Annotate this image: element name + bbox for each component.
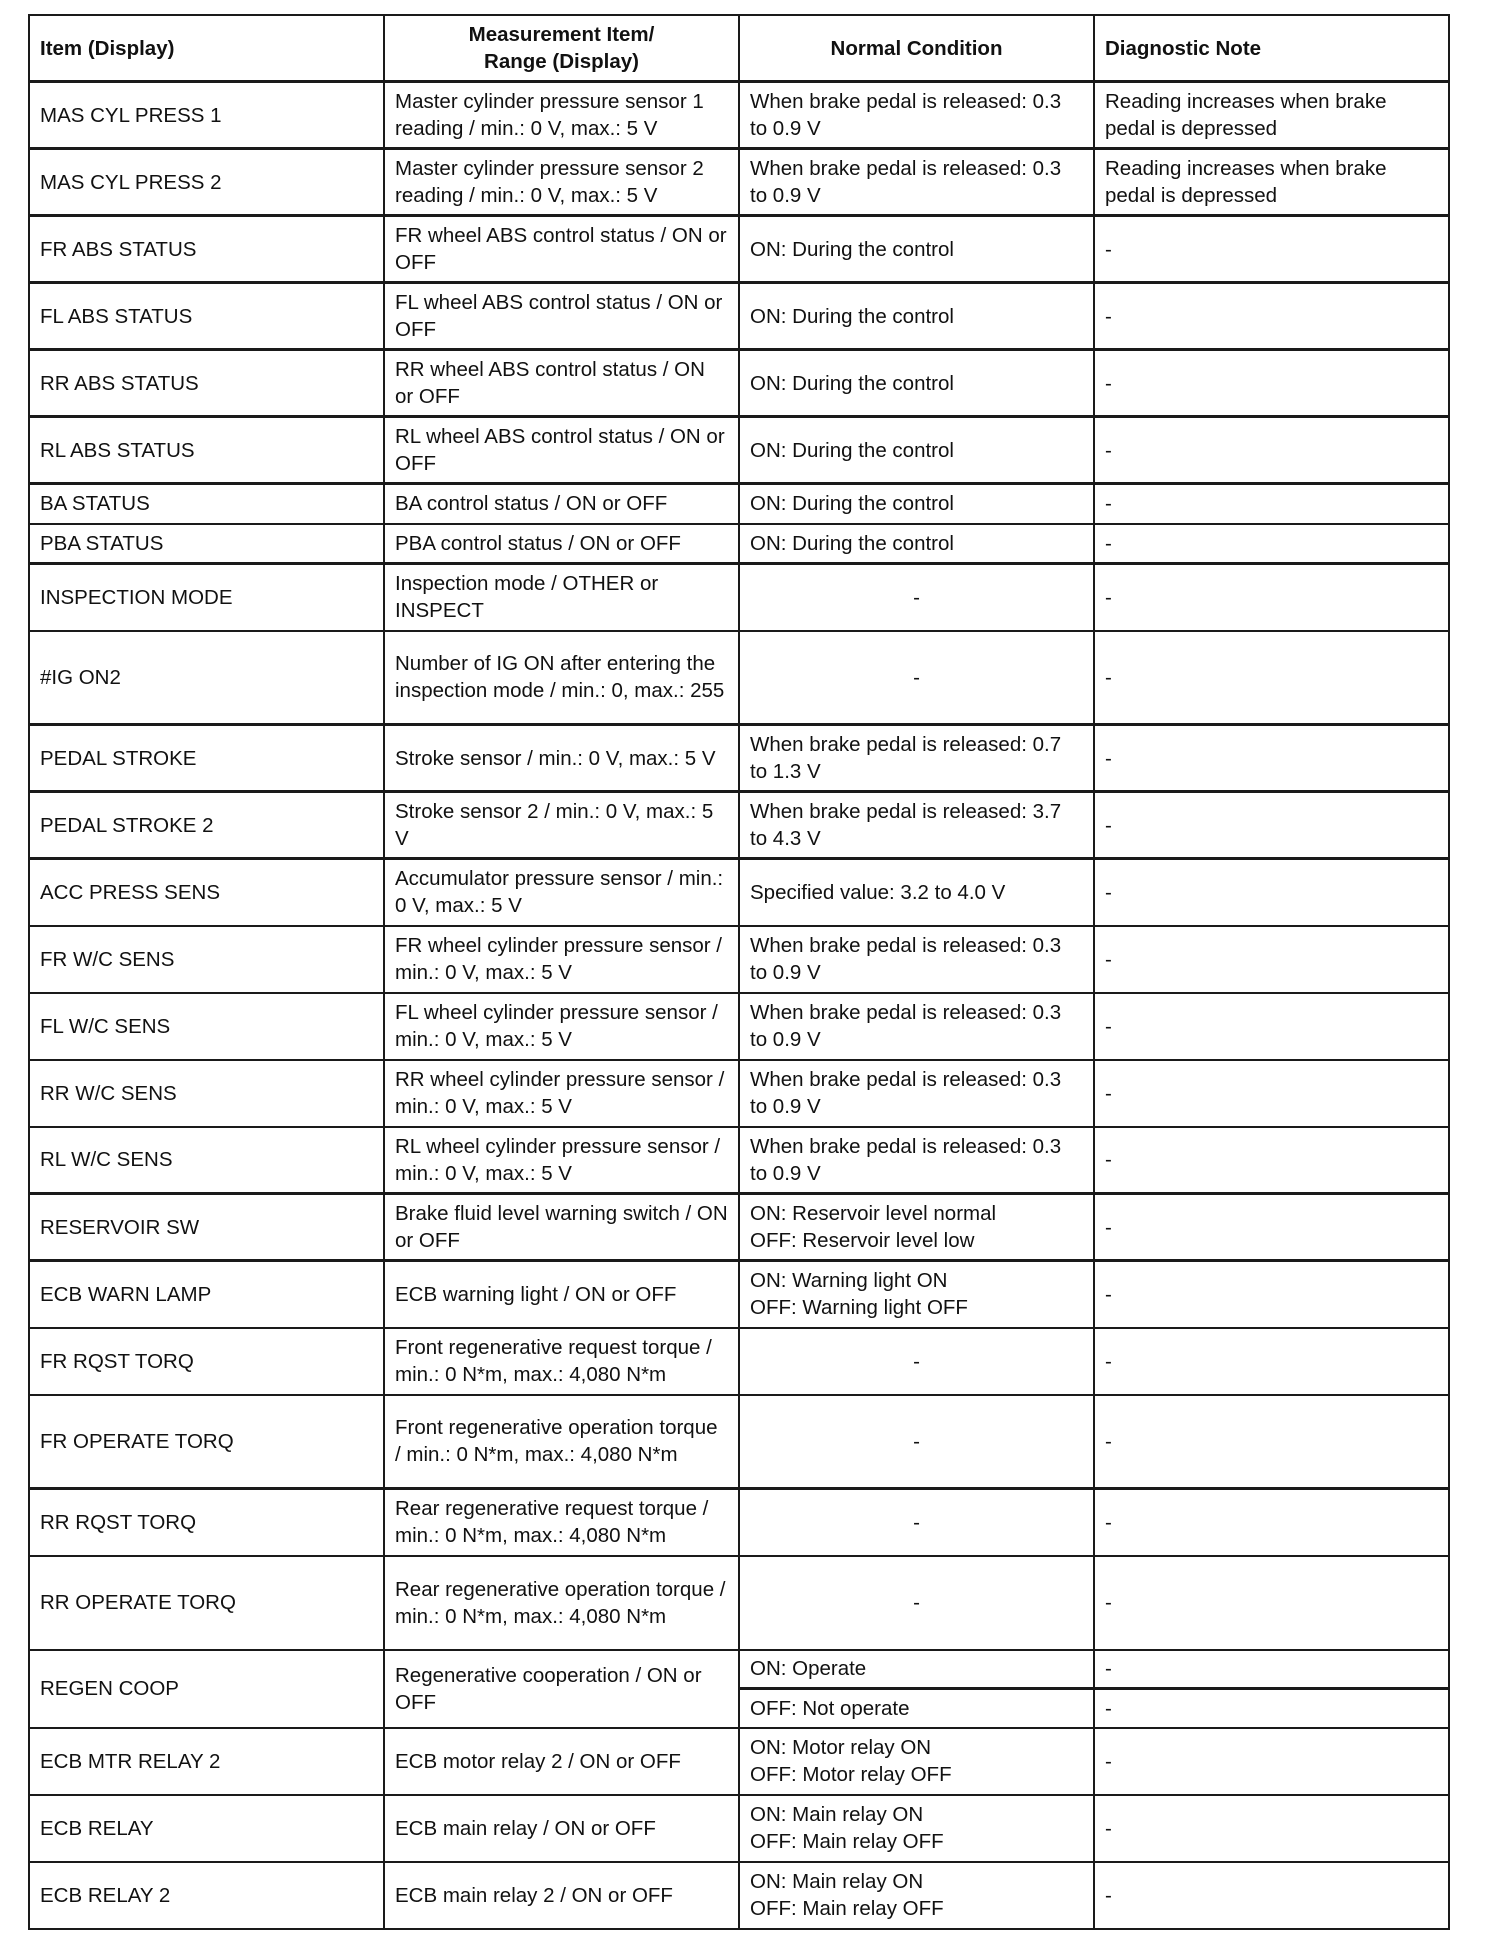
measurement-cell: ECB motor relay 2 / ON or OFF <box>384 1728 739 1795</box>
normal-condition-cell: ON: Main relay ON OFF: Main relay OFF <box>739 1795 1094 1862</box>
item-cell: FR W/C SENS <box>29 926 384 993</box>
table-row <box>29 149 1449 216</box>
data-list-sheet <box>28 14 1448 1930</box>
header-diagnostic-note: Diagnostic Note <box>1094 15 1449 82</box>
item-cell: RR RQST TORQ <box>29 1489 384 1556</box>
table-row <box>29 631 1449 725</box>
measurement-cell: Number of IG ON after entering the inspection mode / min.: 0, max.: 255 <box>384 631 739 725</box>
diagnostic-note-cell: - <box>1094 631 1449 725</box>
normal-condition-cell: ON: Main relay ON OFF: Main relay OFF <box>739 1862 1094 1929</box>
normal-condition-cell: ON: Warning light ON OFF: Warning light OFF <box>739 1261 1094 1328</box>
normal-condition-cell: When brake pedal is released: 0.3 to 0.9 V <box>739 149 1094 216</box>
diagnostic-note-cell: - <box>1094 283 1449 350</box>
item-cell: FL W/C SENS <box>29 993 384 1060</box>
normal-condition-cell: ON: During the control <box>739 283 1094 350</box>
table-row <box>29 1489 1449 1556</box>
normal-condition-cell: When brake pedal is released: 0.3 to 0.9 V <box>739 993 1094 1060</box>
item-cell: FL ABS STATUS <box>29 283 384 350</box>
item-cell: FR OPERATE TORQ <box>29 1395 384 1489</box>
table-row <box>29 1862 1449 1929</box>
item-cell: RR W/C SENS <box>29 1060 384 1127</box>
table-row <box>29 993 1449 1060</box>
table-row <box>29 1728 1449 1795</box>
normal-condition-cell: ON: During the control <box>739 417 1094 484</box>
item-cell: PBA STATUS <box>29 524 384 564</box>
item-cell: ECB MTR RELAY 2 <box>29 1728 384 1795</box>
header-measurement: Measurement Item/ Range (Display) <box>384 15 739 82</box>
normal-condition-cell: When brake pedal is released: 0.3 to 0.9 V <box>739 926 1094 993</box>
table-row <box>29 1650 1449 1689</box>
measurement-cell: FL wheel ABS control status / ON or OFF <box>384 283 739 350</box>
diagnostic-note-cell: - <box>1094 725 1449 792</box>
normal-condition-cell: ON: Operate <box>739 1650 1094 1689</box>
normal-condition-cell: ON: Motor relay ON OFF: Motor relay OFF <box>739 1728 1094 1795</box>
item-cell: RESERVOIR SW <box>29 1194 384 1261</box>
measurement-cell: Brake fluid level warning switch / ON or OFF <box>384 1194 739 1261</box>
diagnostic-note-cell: - <box>1094 792 1449 859</box>
normal-condition-cell: When brake pedal is released: 0.3 to 0.9 V <box>739 82 1094 149</box>
item-cell: MAS CYL PRESS 1 <box>29 82 384 149</box>
measurement-cell: FL wheel cylinder pressure sensor / min.: 0 V, max.: 5 V <box>384 993 739 1060</box>
table-row <box>29 1795 1449 1862</box>
table-row <box>29 926 1449 993</box>
normal-condition-cell: - <box>739 631 1094 725</box>
diagnostic-note-cell: - <box>1094 350 1449 417</box>
table-row <box>29 82 1449 149</box>
header-row <box>29 15 1449 82</box>
measurement-cell: Front regenerative request torque / min.: 0 N*m, max.: 4,080 N*m <box>384 1328 739 1395</box>
item-cell: FR RQST TORQ <box>29 1328 384 1395</box>
diagnostic-note-cell: - <box>1094 1395 1449 1489</box>
item-cell: REGEN COOP <box>29 1650 384 1728</box>
measurement-cell: Accumulator pressure sensor / min.: 0 V, max.: 5 V <box>384 859 739 926</box>
item-cell: RL W/C SENS <box>29 1127 384 1194</box>
normal-condition-cell: - <box>739 564 1094 631</box>
normal-condition-cell: When brake pedal is released: 0.7 to 1.3 V <box>739 725 1094 792</box>
measurement-cell: PBA control status / ON or OFF <box>384 524 739 564</box>
diagnostic-note-cell: - <box>1094 417 1449 484</box>
diagnostic-note-cell: - <box>1094 1261 1449 1328</box>
measurement-cell: Rear regenerative request torque / min.: 0 N*m, max.: 4,080 N*m <box>384 1489 739 1556</box>
diagnostic-note-cell: - <box>1094 1060 1449 1127</box>
item-cell: ECB WARN LAMP <box>29 1261 384 1328</box>
item-cell: BA STATUS <box>29 484 384 524</box>
diagnostic-note-cell: - <box>1094 564 1449 631</box>
item-cell: PEDAL STROKE 2 <box>29 792 384 859</box>
normal-condition-cell: ON: During the control <box>739 350 1094 417</box>
table-row <box>29 484 1449 524</box>
normal-condition-cell: - <box>739 1395 1094 1489</box>
table-row <box>29 1328 1449 1395</box>
table-row <box>29 1194 1449 1261</box>
item-cell: FR ABS STATUS <box>29 216 384 283</box>
diagnostic-note-cell: - <box>1094 1127 1449 1194</box>
item-cell: RL ABS STATUS <box>29 417 384 484</box>
diagnostic-note-cell: - <box>1094 1489 1449 1556</box>
normal-condition-cell: When brake pedal is released: 0.3 to 0.9 V <box>739 1060 1094 1127</box>
item-cell: #IG ON2 <box>29 631 384 725</box>
table-row <box>29 792 1449 859</box>
measurement-cell: Rear regenerative operation torque / min.: 0 N*m, max.: 4,080 N*m <box>384 1556 739 1650</box>
table-row <box>29 1261 1449 1328</box>
diagnostic-note-cell: - <box>1094 484 1449 524</box>
normal-condition-cell: When brake pedal is released: 3.7 to 4.3 V <box>739 792 1094 859</box>
table-row <box>29 524 1449 564</box>
measurement-cell: Master cylinder pressure sensor 1 reading / min.: 0 V, max.: 5 V <box>384 82 739 149</box>
measurement-cell: RL wheel cylinder pressure sensor / min.: 0 V, max.: 5 V <box>384 1127 739 1194</box>
measurement-cell: FR wheel cylinder pressure sensor / min.: 0 V, max.: 5 V <box>384 926 739 993</box>
table-row <box>29 1556 1449 1650</box>
item-cell: RR OPERATE TORQ <box>29 1556 384 1650</box>
item-cell: ECB RELAY 2 <box>29 1862 384 1929</box>
diagnostic-note-cell: - <box>1094 1862 1449 1929</box>
measurement-cell: ECB warning light / ON or OFF <box>384 1261 739 1328</box>
item-cell: ECB RELAY <box>29 1795 384 1862</box>
normal-condition-cell: ON: During the control <box>739 524 1094 564</box>
normal-condition-cell: - <box>739 1489 1094 1556</box>
diagnostic-note-cell: - <box>1094 1650 1449 1689</box>
diagnostic-note-cell: Reading increases when brake pedal is depressed <box>1094 149 1449 216</box>
table-row <box>29 564 1449 631</box>
measurement-cell: BA control status / ON or OFF <box>384 484 739 524</box>
diagnostic-note-cell: Reading increases when brake pedal is depressed <box>1094 82 1449 149</box>
header-item: Item (Display) <box>29 15 384 82</box>
table-row <box>29 1395 1449 1489</box>
diagnostic-note-cell: - <box>1094 524 1449 564</box>
normal-condition-cell: - <box>739 1328 1094 1395</box>
measurement-cell: Master cylinder pressure sensor 2 reading / min.: 0 V, max.: 5 V <box>384 149 739 216</box>
measurement-cell: Stroke sensor / min.: 0 V, max.: 5 V <box>384 725 739 792</box>
table-row <box>29 350 1449 417</box>
normal-condition-cell: - <box>739 1556 1094 1650</box>
header-normal-condition: Normal Condition <box>739 15 1094 82</box>
table-row <box>29 1127 1449 1194</box>
measurement-cell: Front regenerative operation torque / min.: 0 N*m, max.: 4,080 N*m <box>384 1395 739 1489</box>
item-cell: RR ABS STATUS <box>29 350 384 417</box>
item-cell: ACC PRESS SENS <box>29 859 384 926</box>
measurement-cell: RL wheel ABS control status / ON or OFF <box>384 417 739 484</box>
normal-condition-cell: When brake pedal is released: 0.3 to 0.9 V <box>739 1127 1094 1194</box>
normal-condition-cell: ON: During the control <box>739 216 1094 283</box>
normal-condition-cell: ON: Reservoir level normal OFF: Reservoir level low <box>739 1194 1094 1261</box>
measurement-cell: ECB main relay / ON or OFF <box>384 1795 739 1862</box>
diagnostic-note-cell: - <box>1094 216 1449 283</box>
diagnostic-note-cell: - <box>1094 1728 1449 1795</box>
diagnostic-note-cell: - <box>1094 926 1449 993</box>
diagnostic-note-cell: - <box>1094 1795 1449 1862</box>
diagnostic-note-cell: - <box>1094 859 1449 926</box>
diagnostic-note-cell: - <box>1094 1194 1449 1261</box>
diagnostic-note-cell: - <box>1094 1689 1449 1728</box>
measurement-cell: RR wheel ABS control status / ON or OFF <box>384 350 739 417</box>
item-cell: INSPECTION MODE <box>29 564 384 631</box>
measurement-cell: ECB main relay 2 / ON or OFF <box>384 1862 739 1929</box>
table-row <box>29 283 1449 350</box>
diagnostic-note-cell: - <box>1094 1328 1449 1395</box>
table-row <box>29 725 1449 792</box>
normal-condition-cell: OFF: Not operate <box>739 1689 1094 1728</box>
data-list-table <box>28 14 1450 1930</box>
table-row <box>29 1060 1449 1127</box>
measurement-cell: Stroke sensor 2 / min.: 0 V, max.: 5 V <box>384 792 739 859</box>
measurement-cell: Inspection mode / OTHER or INSPECT <box>384 564 739 631</box>
table-row <box>29 859 1449 926</box>
diagnostic-note-cell: - <box>1094 1556 1449 1650</box>
normal-condition-cell: Specified value: 3.2 to 4.0 V <box>739 859 1094 926</box>
table-row <box>29 417 1449 484</box>
table-row <box>29 216 1449 283</box>
normal-condition-cell: ON: During the control <box>739 484 1094 524</box>
diagnostic-note-cell: - <box>1094 993 1449 1060</box>
measurement-cell: FR wheel ABS control status / ON or OFF <box>384 216 739 283</box>
item-cell: PEDAL STROKE <box>29 725 384 792</box>
item-cell: MAS CYL PRESS 2 <box>29 149 384 216</box>
measurement-cell: Regenerative cooperation / ON or OFF <box>384 1650 739 1728</box>
measurement-cell: RR wheel cylinder pressure sensor / min.: 0 V, max.: 5 V <box>384 1060 739 1127</box>
